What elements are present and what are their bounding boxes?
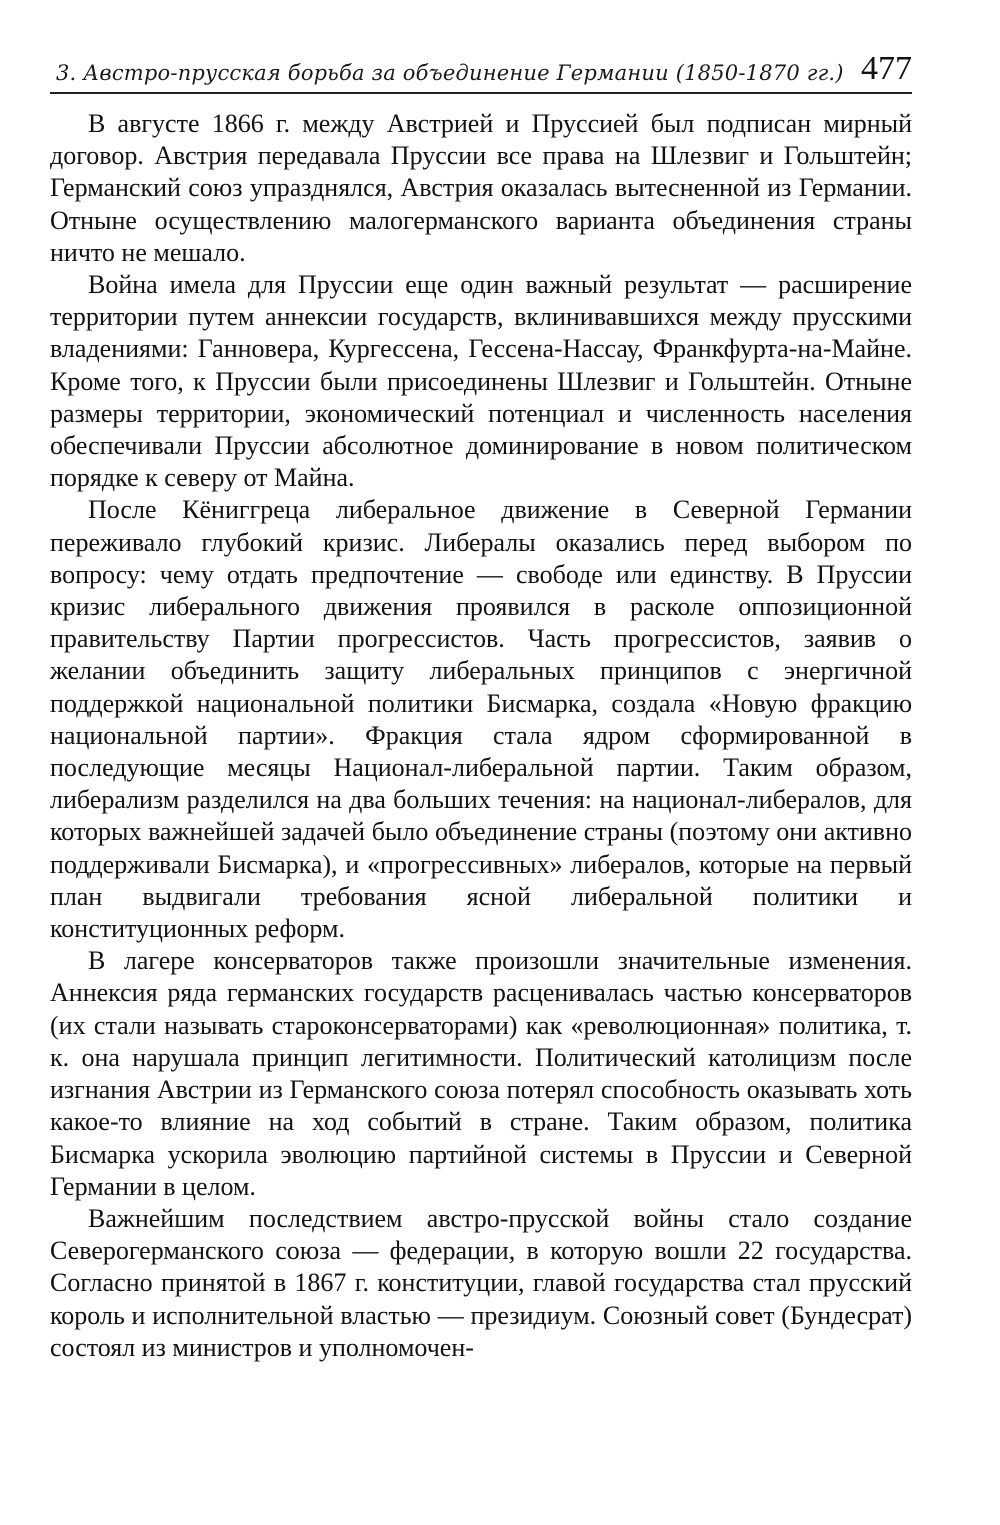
paragraph-1: В августе 1866 г. между Австрией и Пруссией был подписан мирный договор. Австрия передавала Пруссии все права на Шлезвиг и Гольштейн; Германский союз упразднялся, Австрия оказалась вытесненной из Германии. Отныне осуществлению малогерманского варианта объединения страны ничто не мешало. bbox=[50, 109, 912, 267]
running-title: 3. Австро-прусская борьба за объединение Германии (1850-1870 гг.) bbox=[56, 61, 844, 85]
paragraph-2: Война имела для Пруссии еще один важный результат — расширение территории путем аннексии государств, вклинивавшихся между прусскими владениями: Ганновера, Кургессена, Гессена-Нассау, Франкфурта-на-Майне. Кроме того, к Пруссии были присоединены Шлезвиг и Гольштейн. Отныне размеры территории, экономический потенциал и численность населения обеспечивали Пруссии абсолютное доминирование в новом политическом порядке к северу от Майна. bbox=[50, 270, 912, 493]
book-page bbox=[50, 30, 912, 1364]
running-header bbox=[50, 30, 912, 94]
paragraph-4: В лагере консерваторов также произошли значительные изменения. Аннексия ряда германских государств расценивалась частью консерваторов (их стали называть староконсерваторами) как «революционная» политика, т. к. она нарушала принцип легитимности. Политический католицизм после изгнания Австрии из Германского союза потерял способность оказывать хоть какое-то влияние на ход событий в стране. Таким образом, политика Бисмарка ускорила эволюцию партийной системы в Пруссии и Северной Германии в целом. bbox=[50, 946, 912, 1201]
paragraph-5: Важнейшим последствием австро-прусской войны стало создание Северогерманского союза — федерации, в которую вошли 22 государства. Согласно принятой в 1867 г. конституции, главой государства стал прусский король и исполнительной властью — президиум. Союзный совет (Бундесрат) состоял из министров и уполномочен- bbox=[50, 1203, 912, 1362]
paragraph-3: После Кёниггреца либеральное движение в Северной Германии переживало глубокий кризис. Либералы оказались перед выбором по вопросу: чему отдать предпочтение — свободе или единству. В Пруссии кризис либерального движения проявился в расколе оппозиционной правительству Партии прогрессистов. Часть прогрессистов, заявив о желании объединить защиту либеральных принципов с энергичной поддержкой национальной политики Бисмарка, создала «Новую фракцию национальной партии». Фракция стала ядром сформированной в последующие месяцы Национал-либеральной партии. Таким образом, либерализм разделился на два больших течения: на национал-либералов, для которых важнейшей задачей было объединение страны (поэтому они активно поддерживали Бисмарка), и «прогрессивных» либералов, которые на первый план выдвигали требования ясной либеральной политики и конституционных реформ. bbox=[50, 495, 912, 944]
body-text bbox=[50, 108, 912, 1364]
page-number: 477 bbox=[861, 50, 912, 87]
